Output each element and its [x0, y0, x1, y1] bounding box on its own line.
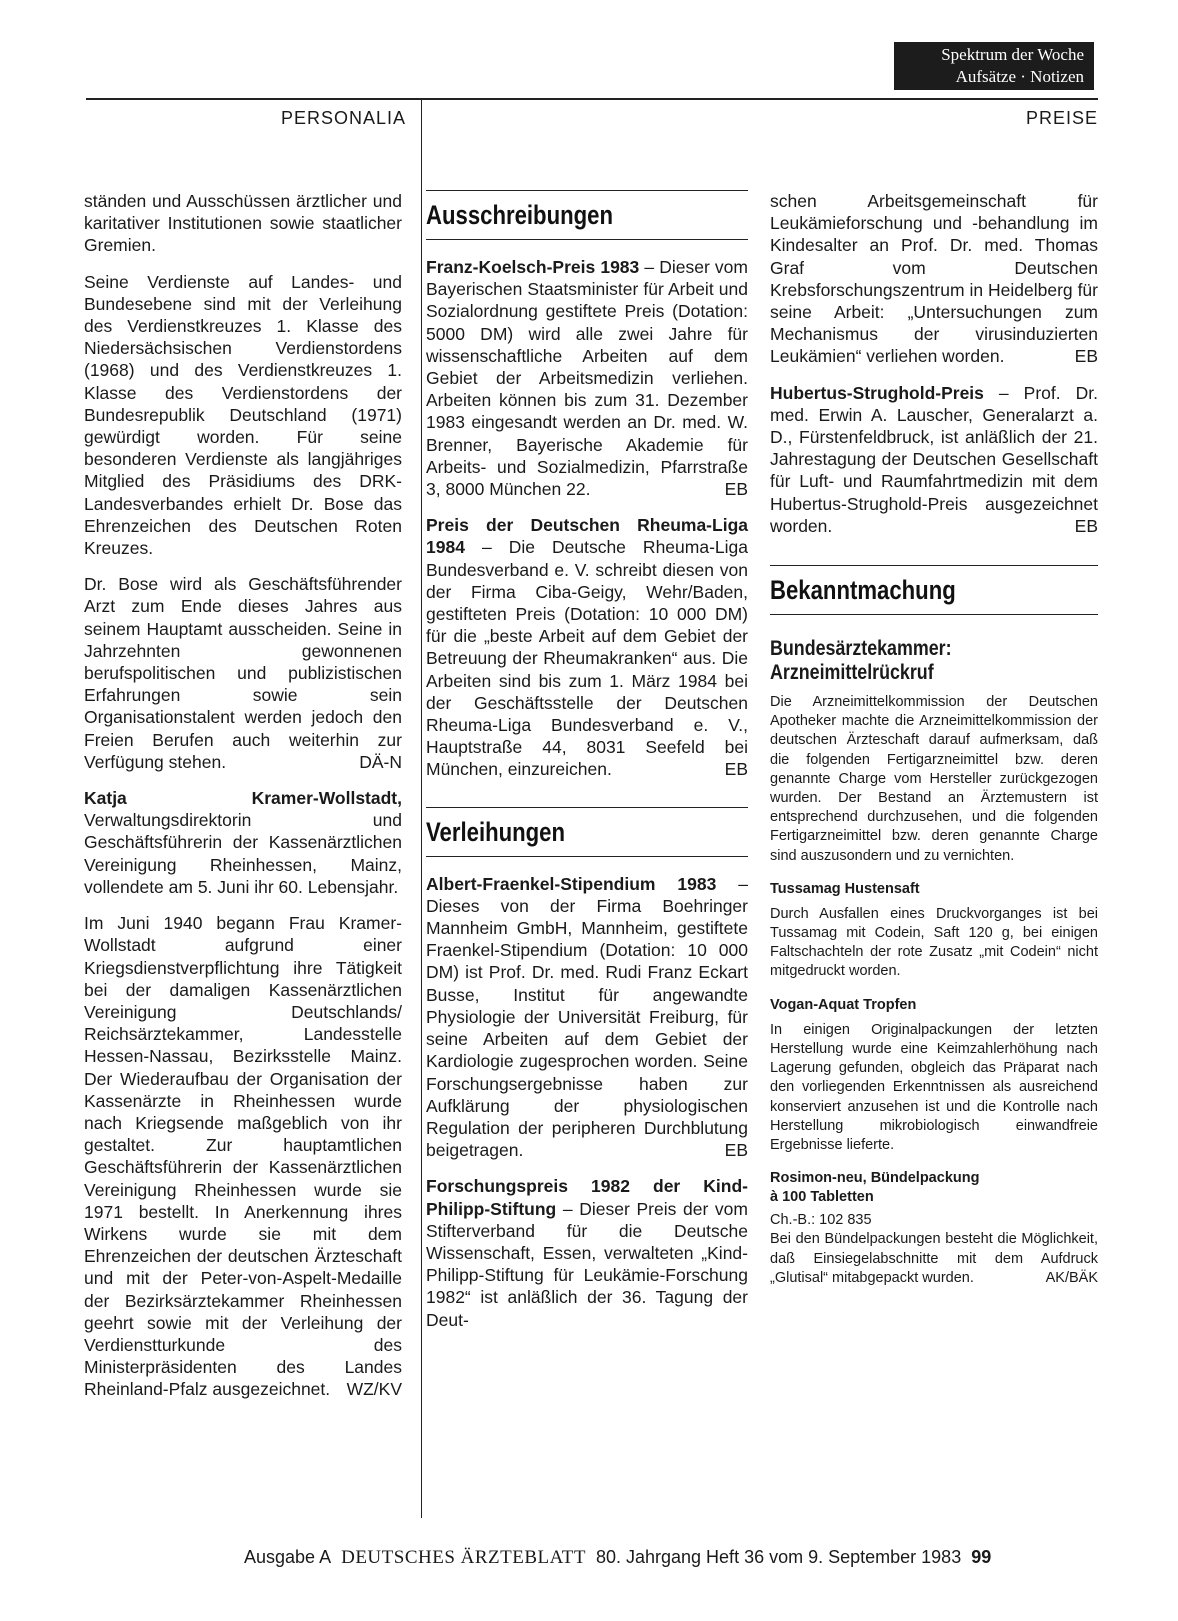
magazine-name: DEUTSCHES ÄRZTEBLATT: [341, 1547, 586, 1568]
paragraph: schen Arbeitsgemeinschaft für Leukämieforschung und -behandlung im Kindesalter an Prof. Dr. med. Thomas Graf vom Deutschen Krebsforschungszentrum in Heidelberg für seine Arbeit: „Untersuchungen zum Mechanismus der virusinduzierten Leukämien“ verliehen worden. EB: [770, 191, 1098, 367]
heading-ausschreibungen: Ausschreibungen: [426, 200, 613, 230]
signature: WZ/KV: [346, 1379, 402, 1400]
badge-line-1: Spektrum der Woche: [941, 45, 1084, 64]
paragraph: Katja Kramer-Wollstadt, Verwaltungsdirektorin und Geschäftsführerin der Kassenärztlichen Vereinigung Rheinhessen, Mainz, vollendete am 5. Juni ihr 60. Lebensjahr.: [84, 788, 402, 897]
paragraph: Die Arzneimittelkommission der Deutschen Apotheker machte die Arzneimittelkommission der deutschen Ärzteschaft darauf aufmerksam, daß die folgenden Fertigarzneimittel bzw. deren genannte Charge vom Hersteller zurückgezogen wurden. Der Bestand an Ärztemustern ist entsprechend durchzusehen, und die folgenden Fertigarzneimittel bzw. deren genannte Charge sind auszusondern und zu vernichten.: [770, 694, 1098, 864]
edition: Ausgabe A: [244, 1547, 332, 1567]
paragraph: Bei den Bündelpackungen besteht die Möglichkeit, daß Einsiegelabschnitte mit dem Aufdruck „Glutisal“ mitabgepackt wurden. AK/BÄK: [770, 1230, 1098, 1288]
section-badge: [894, 42, 1094, 90]
column-preise-left: [426, 190, 748, 1345]
paragraph: Forschungspreis 1982 der Kind-Philipp-Stiftung – Dieser Preis der vom Stifterverband für die Deutsche Wissenschaft, Essen, verwalteten „Kind-Philipp-Stiftung für Leukämie-Forschung 1982“ ist anläßlich der 36. Tagung der Deut-: [426, 1176, 748, 1330]
column-preise-right: [770, 190, 1098, 1302]
paragraph: ständen und Ausschüssen ärztlicher und karitativer Institutionen sowie staatlicher Gremien.: [84, 191, 402, 256]
heading-rule: [426, 856, 748, 857]
badge-line-2: Aufsätze · Notizen: [955, 67, 1084, 86]
section-label-preise: PREISE: [1025, 108, 1098, 128]
column-divider: [421, 98, 422, 1518]
product-heading: Tussamag Hustensaft: [770, 880, 920, 897]
section-label-personalia: PERSONALIA: [280, 108, 406, 128]
paragraph: Im Juni 1940 begann Frau Kramer-Wollstadt aufgrund einer Kriegsdienstverpflichtung ihre Tätigkeit bei der damaligen Kassenärztlichen Vereinigung Deutschlands/ Reichsärztekammer, Landesstelle Hessen-Nassau, Bezirksstelle Mainz. Der Wiederaufbau der Organisation der Kassenärzte in Rheinhessen wurde nach Kriegsende maßgeblich von ihr gestaltet. Zur hauptamtlichen Geschäftsführerin der Kassenärztlichen Vereinigung Rheinhessen wurde sie 1971 bestellt. In Anerkennung ihres Wirkens wurde sie mit dem Ehrenzeichen der deutschen Ärzteschaft und mit der Peter-von-Aspelt-Medaille der Bezirksärztekammer Rheinhessen geehrt sowie mit der Verleihung der Verdienstturkunde des Ministerpräsidenten des Landes Rheinland-Pfalz ausgezeichnet. WZ/KV: [84, 913, 402, 1400]
signature: EB: [724, 759, 748, 780]
recall-notice: [770, 693, 1098, 1288]
paragraph: Durch Ausfallen eines Druckvorganges ist bei Tussamag mit Codein, Saft 120 g, bei einigen Faltschachteln der rote Zusatz „mit Codein“ nicht mitgedruckt worden.: [770, 905, 1098, 980]
heading-bekanntmachung: Bekanntmachung: [770, 575, 956, 606]
subheading: Bundesärztekammer: Arzneimittelrückruf: [770, 637, 952, 685]
page-footer: [244, 1547, 991, 1569]
paragraph: In einigen Originalpackungen der letzten Herstellung wurde eine Keimzahlerhöhung nach Lagerung gefunden, obgleich das Präparat nach den vorliegenden Erkenntnissen als ausreichend konserviert anzusehen ist und die Kontrolle nach Herstellung mikrobiologisch einwandfreie Ergebnisse lieferte.: [770, 1021, 1098, 1153]
paragraph: Dr. Bose wird als Geschäftsführender Arzt zum Ende dieses Jahres aus seinem Hauptamt ausscheiden. Seine in Jahrzehnten gewonnenen berufspolitischen und publizistischen Erfahrungen sowie sein Organisationstalent werden jedoch den Freien Berufen auch weiterhin zur Verfügung stehen. DÄ-N: [84, 574, 402, 772]
paragraph: Hubertus-Strughold-Preis – Prof. Dr. med. Erwin A. Lauscher, Generalarzt a. D., Fürstenfeldbruck, ist anläßlich der 21. Jahrestagung der Deutschen Gesellschaft für Luft- und Raumfahrtmedizin mit dem Hubertus-Strughold-Preis ausgezeichnet worden. EB: [770, 382, 1098, 536]
paragraph: Albert-Fraenkel-Stipendium 1983 – Dieses von der Firma Boehringer Mannheim GmbH, Mannheim, gestiftete Fraenkel-Stipendium (Dotation: 10 000 DM) ist Prof. Dr. med. Rudi Franz Eckart Busse, Institut für angewandte Physiologie der Universität Freiburg, für seine Arbeiten auf dem Gebiet der Kardiologie zugesprochen worden. Seine Forschungsergebnisse haben zur Aufklärung der physiologischen Regulation der peripheren Durchblutung beigetragen. EB: [426, 873, 748, 1161]
signature: AK/BÄK: [1045, 1269, 1098, 1286]
signature: EB: [724, 479, 748, 500]
column-personalia: [84, 190, 402, 1415]
heading-rule: [770, 565, 1098, 566]
signature: EB: [1074, 515, 1098, 536]
heading-rule: [426, 190, 748, 191]
heading-rule: [770, 614, 1098, 615]
product-heading: Rosimon-neu, Bündelpackung à 100 Tabletten: [770, 1170, 980, 1206]
batch-number: Ch.-B.: 102 835: [770, 1212, 872, 1229]
paragraph: Franz-Koelsch-Preis 1983 – Dieser vom Bayerischen Staatsminister für Arbeit und Sozialordnung gestiftete Preis (Dotation: 5000 DM) wird alle zwei Jahre für wissenschaftliche Arbeiten auf dem Gebiet der Arbeitsmedizin verliehen. Arbeiten können bis zum 31. Dezember 1983 eingesandt werden an Dr. med. W. Brenner, Bayerische Akademie für Arbeits- und Sozialmedizin, Pfarrstraße 3, 8000 München 22. EB: [426, 257, 748, 500]
heading-verleihungen: Verleihungen: [426, 816, 566, 847]
paragraph: Seine Verdienste auf Landes- und Bundesebene sind mit der Verleihung des Verdienstkreuzes 1. Klasse des Niedersächsischen Verdienstordens (1968) und des Verdienstkreuzes 1. Klasse des Verdienstordens der Bundesrepublik Deutschland (1971) gewürdigt worden. Für seine besonderen Verdienste als langjähriges Mitglied des Präsidiums des DRK-Landesverbandes erhielt Dr. Bose das Ehrenzeichen des Deutschen Roten Kreuzes.: [84, 271, 402, 559]
paragraph: Preis der Deutschen Rheuma-Liga 1984 – Die Deutsche Rheuma-Liga Bundesverband e. V. schreibt diesen von der Firma Ciba-Geigy, Wehr/Baden, gestifteten Preis (Dotation: 10 000 DM) für die „beste Arbeit auf dem Gebiet der Betreuung der Rheumakranken“ aus. Die Arbeiten sind bis zum 1. März 1984 bei der Geschäftsstelle der Deutschen Rheuma-Liga Bundesverband e. V., Hauptstraße 44, 8031 Seefeld bei München, einzureichen. EB: [426, 515, 748, 780]
top-rule: [86, 98, 1098, 100]
heading-rule: [426, 239, 748, 240]
heading-rule: [426, 807, 748, 808]
signature: DÄ-N: [359, 751, 402, 772]
person-name: Katja Kramer-Wollstadt,: [84, 788, 402, 809]
page-number: 99: [971, 1547, 992, 1567]
signature: EB: [1074, 346, 1098, 367]
product-heading: Vogan-Aquat Tropfen: [770, 996, 917, 1013]
signature: EB: [724, 1140, 748, 1161]
issue-info: 80. Jahrgang Heft 36 vom 9. September 1983: [595, 1547, 962, 1567]
